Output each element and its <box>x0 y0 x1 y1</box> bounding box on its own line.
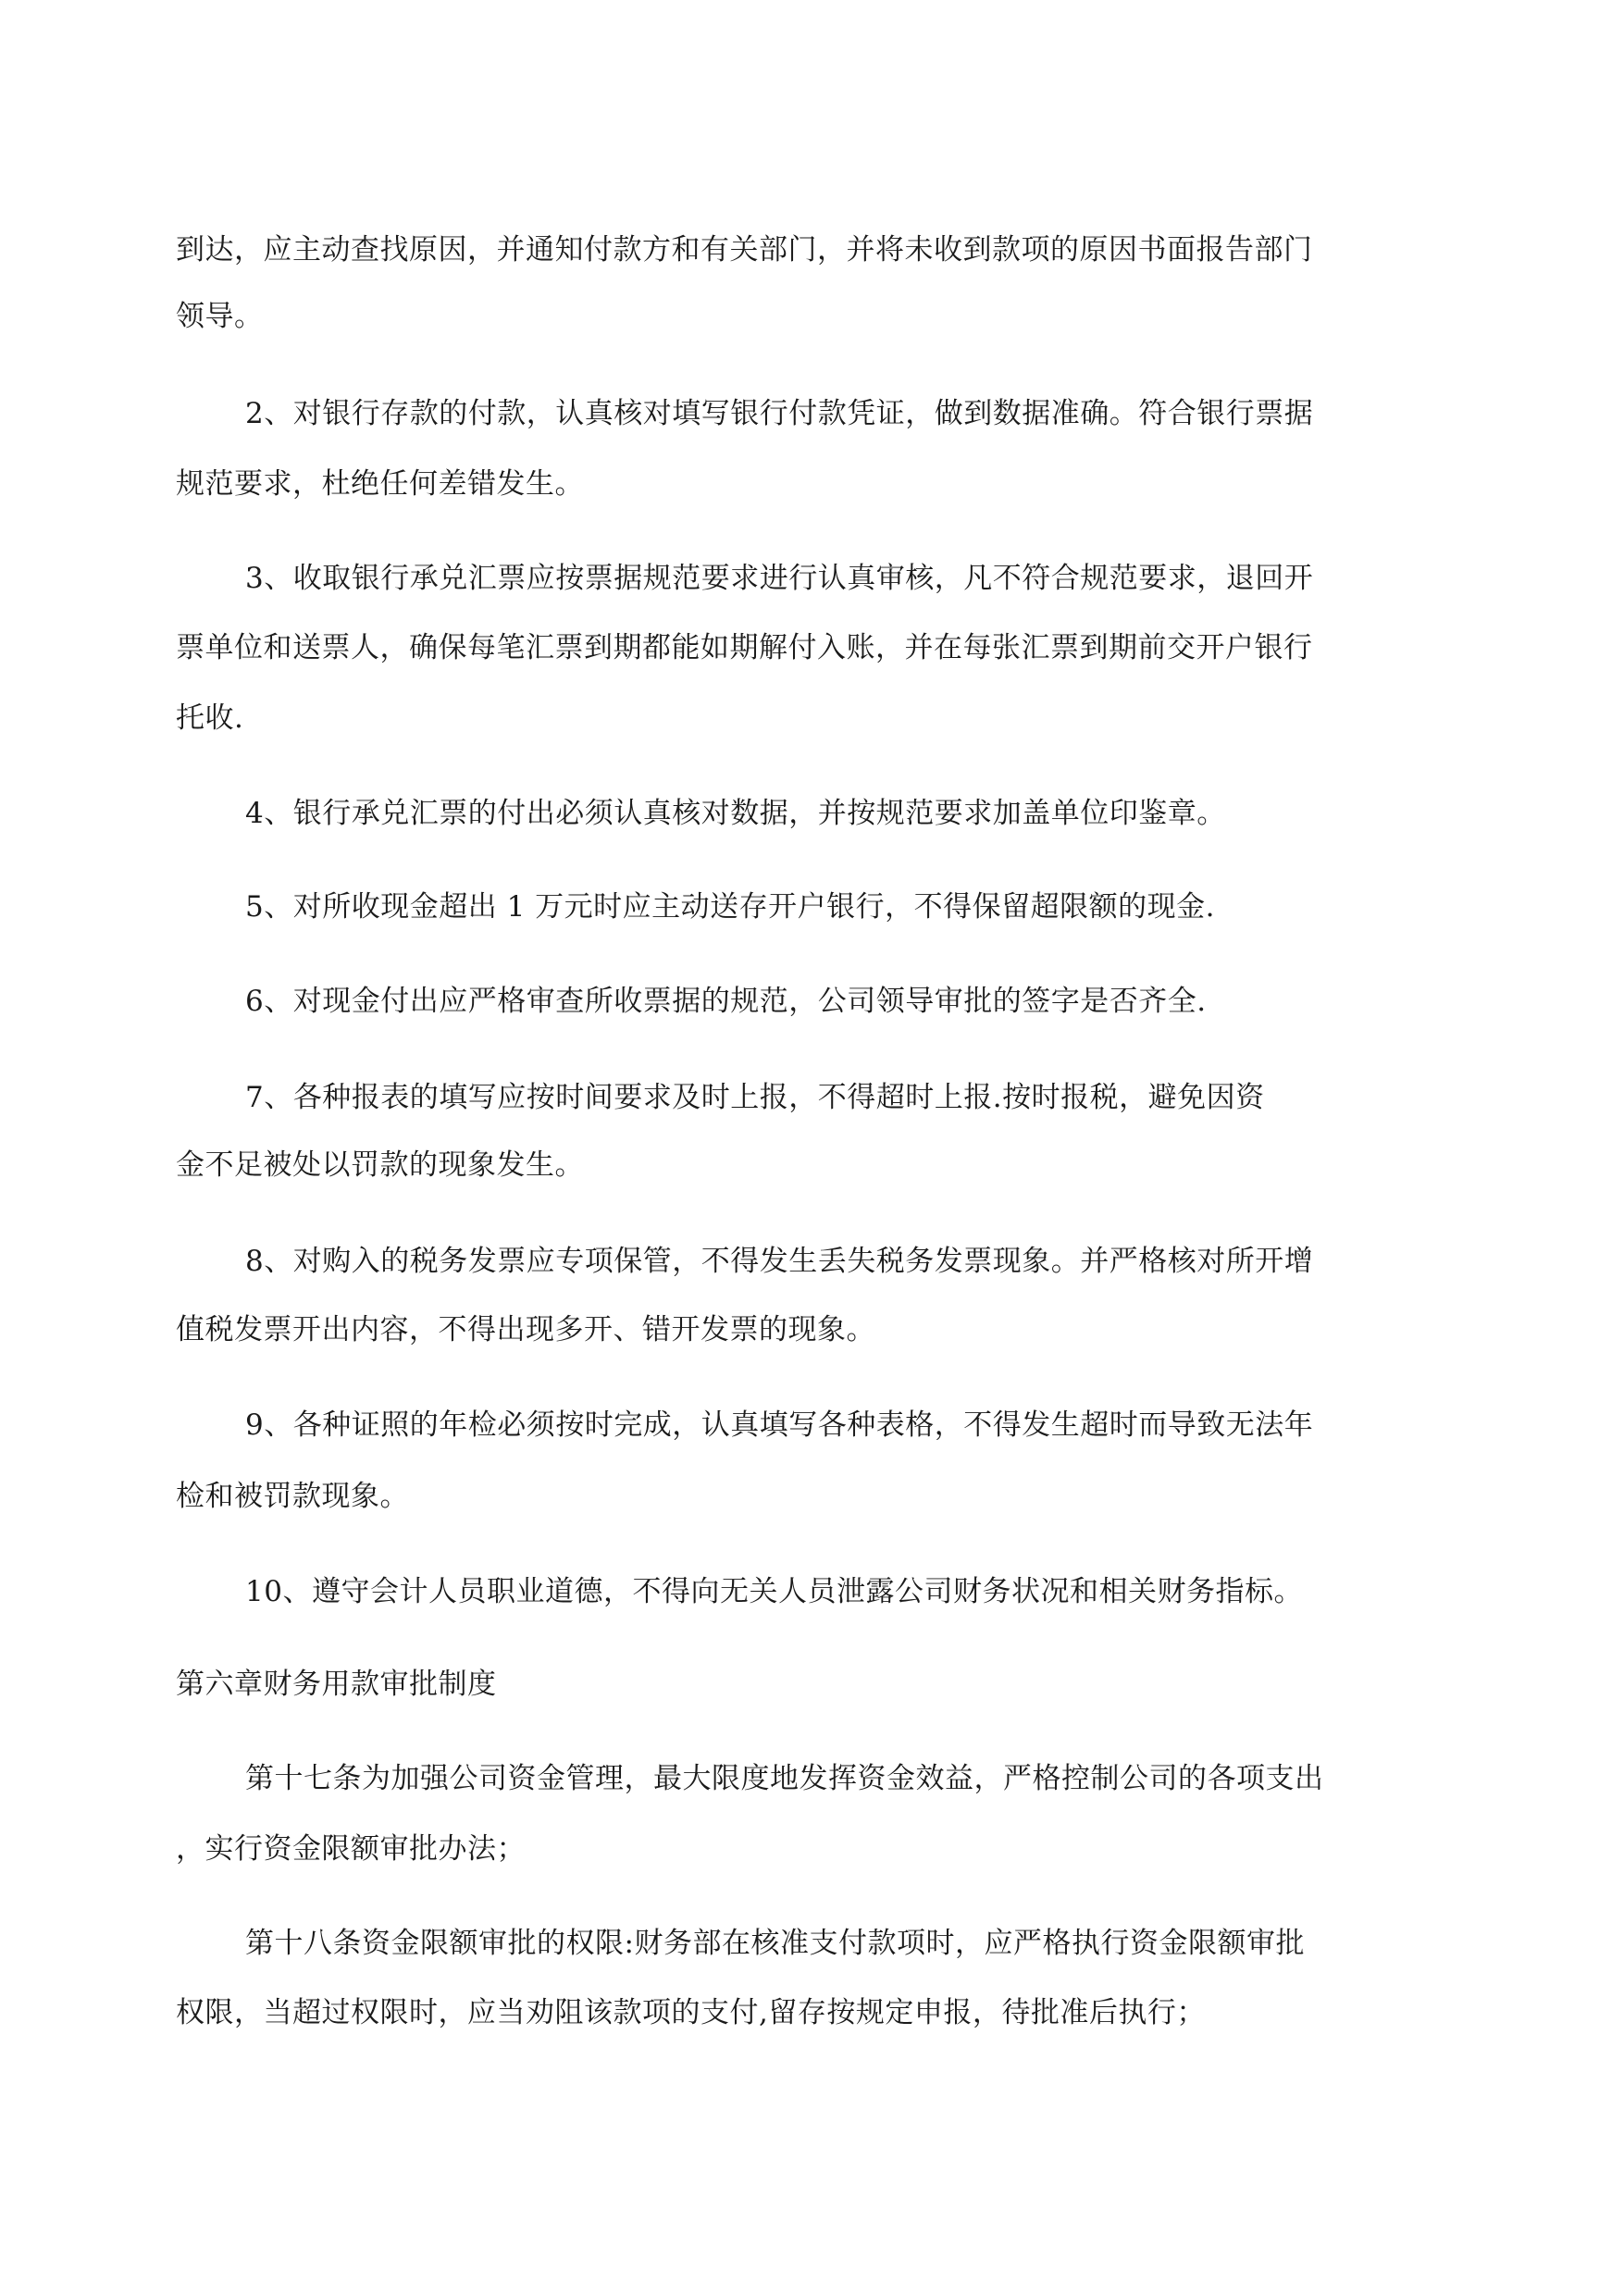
paragraph-line: 5、对所收现金超出 1 万元时应主动送存开户银行，不得保留超限额的现金. <box>245 890 1216 924</box>
chapter-heading: 第六章财务用款审批制度 <box>176 1668 497 1701</box>
paragraph-line: 6、对现金付出应严格审查所收票据的规范，公司领导审批的签字是否齐全. <box>245 985 1207 1018</box>
paragraph-line: 4、银行承兑汇票的付出必须认真核对数据，并按规范要求加盖单位印鉴章。 <box>245 797 1226 830</box>
paragraph-line: 到达，应主动查找原因，并通知付款方和有关部门，并将未收到款项的原因书面报告部门 <box>176 233 1313 267</box>
paragraph-line: 2、对银行存款的付款，认真核对填写银行付款凭证，做到数据准确。符合银行票据 <box>245 397 1314 430</box>
paragraph-line: 7、各种报表的填写应按时间要求及时上报，不得超时上报.按时报税，避免因资 <box>245 1081 1265 1114</box>
paragraph-line: 领导。 <box>176 300 264 333</box>
paragraph-line: 8、对购入的税务发票应专项保管，不得发生丢失税务发票现象。并严格核对所开增 <box>245 1245 1314 1278</box>
paragraph-line: 第十八条资金限额审批的权限:财务部在核准支付款项时，应严格执行资金限额审批 <box>245 1927 1305 1960</box>
paragraph-line: 值税发票开出内容，不得出现多开、错开发票的现象。 <box>176 1313 875 1346</box>
paragraph-line: 10、遵守会计人员职业道德，不得向无关人员泄露公司财务状况和相关财务指标。 <box>245 1575 1303 1608</box>
paragraph-line: 票单位和送票人，确保每笔汇票到期都能如期解付入账，并在每张汇票到期前交开户银行 <box>176 631 1313 664</box>
paragraph-line: 规范要求，杜绝任何差错发生。 <box>176 467 584 501</box>
paragraph-line: 第十七条为加强公司资金管理，最大限度地发挥资金效益，严格控制公司的各项支出 <box>245 1762 1324 1795</box>
paragraph-line: 3、收取银行承兑汇票应按票据规范要求进行认真审核，凡不符合规范要求，退回开 <box>245 562 1314 595</box>
paragraph-line: ，实行资金限额审批办法； <box>176 1832 526 1866</box>
paragraph-line: 托收. <box>176 701 244 735</box>
paragraph-line: 检和被罚款现象。 <box>176 1480 409 1513</box>
paragraph-line: 权限，当超过权限时，应当劝阻该款项的支付,留存按规定申报，待批准后执行； <box>176 1996 1206 2029</box>
paragraph-line: 金不足被处以罚款的现象发生。 <box>176 1148 584 1182</box>
paragraph-line: 9、各种证照的年检必须按时完成，认真填写各种表格，不得发生超时而导致无法年 <box>245 1408 1314 1442</box>
